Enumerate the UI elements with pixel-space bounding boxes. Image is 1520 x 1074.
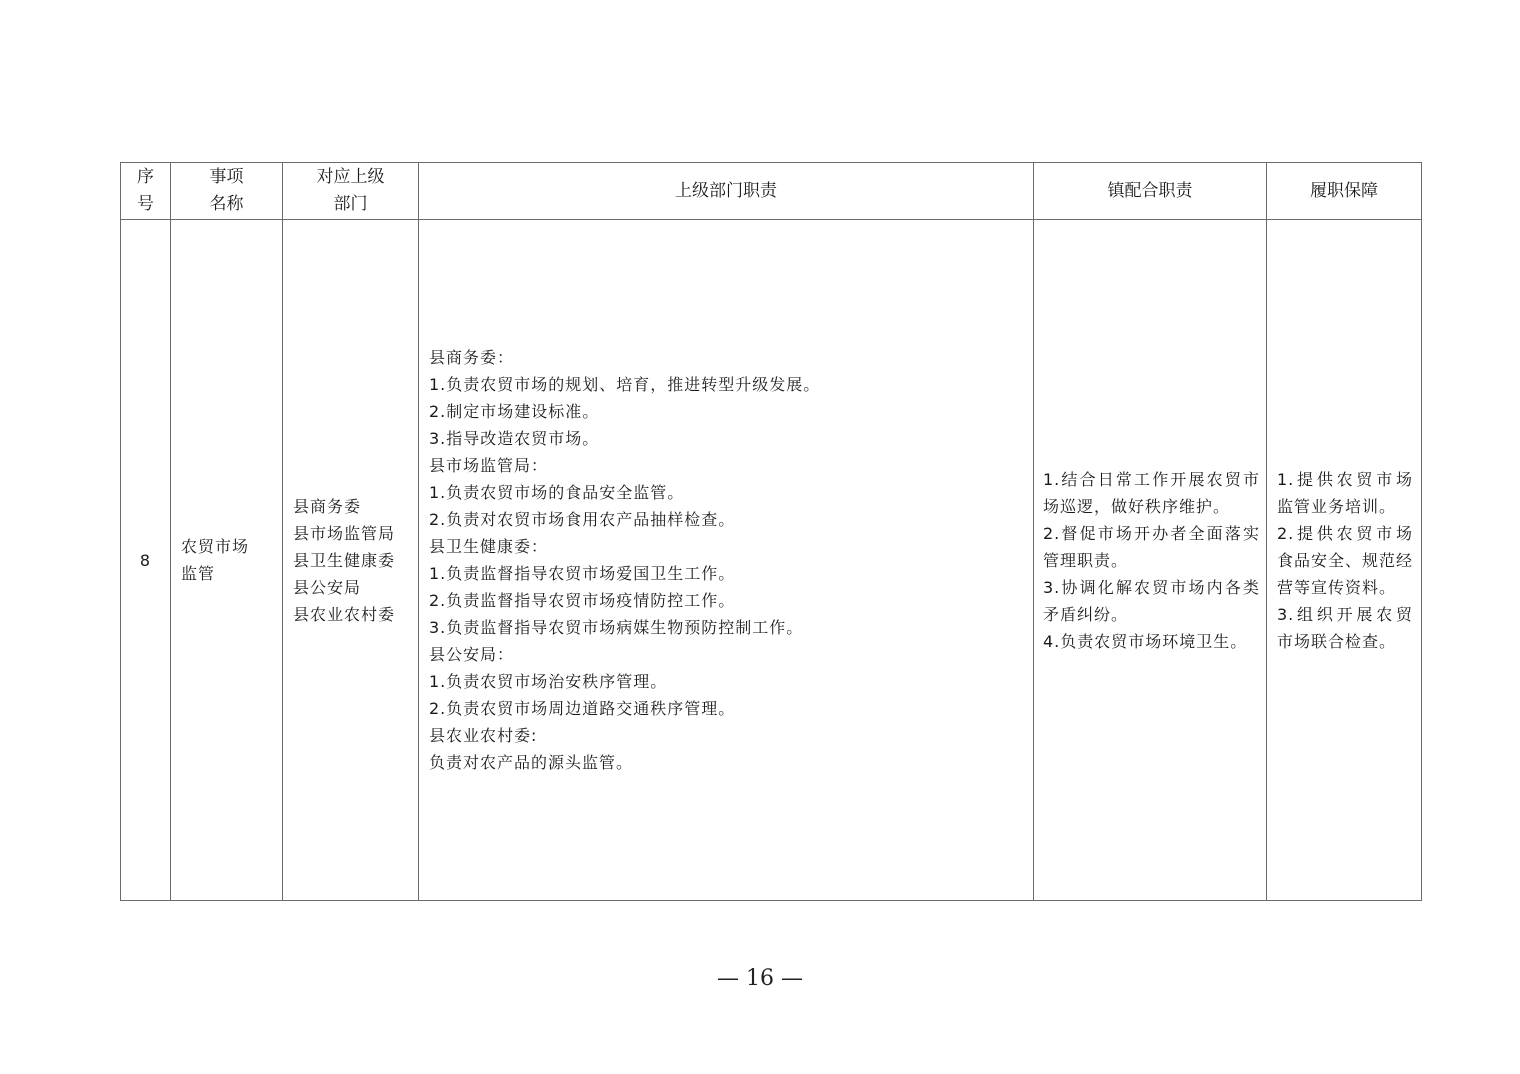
table-row bbox=[121, 220, 1422, 901]
header-seq: 序 号 bbox=[121, 163, 171, 220]
header-dept: 对应上级 部门 bbox=[283, 163, 419, 220]
header-row bbox=[121, 163, 1422, 220]
header-upper-duties: 上级部门职责 bbox=[419, 163, 1034, 220]
header-name: 事项 名称 bbox=[171, 163, 283, 220]
cell-town-duties: 1.结合日常工作开展农贸市场巡逻，做好秩序维护。 2.督促市场开办者全面落实管理职责。 3.协调化解农贸市场内各类矛盾纠纷。 4.负责农贸市场环境卫生。 bbox=[1034, 220, 1267, 901]
header-guarantee: 履职保障 bbox=[1267, 163, 1422, 220]
cell-seq: 8 bbox=[121, 220, 171, 901]
cell-guarantee: 1.提供农贸市场监管业务培训。 2.提供农贸市场食品安全、规范经营等宣传资料。 3.组织开展农贸市场联合检查。 bbox=[1267, 220, 1422, 901]
duty-table bbox=[120, 162, 1422, 901]
cell-dept: 县商务委 县市场监管局 县卫生健康委 县公安局 县农业农村委 bbox=[283, 220, 419, 901]
header-town-duties: 镇配合职责 bbox=[1034, 163, 1267, 220]
page-number: — 16 — bbox=[717, 966, 803, 991]
cell-name: 农贸市场 监管 bbox=[171, 220, 283, 901]
cell-upper-duties: 县商务委： 1.负责农贸市场的规划、培育，推进转型升级发展。 2.制定市场建设标准。 3.指导改造农贸市场。 县市场监管局： 1.负责农贸市场的食品安全监管。 2.负责对农贸市场食用农产品抽样检查。 县卫生健康委： 1.负责监督指导农贸市场爱国卫生工作。 2.负责监督指导农贸市场疫情防控工作。 3.负责监督指导农贸市场病媒生物预防控制工作。 县公安局： 1.负责农贸市场治安秩序管理。 2.负责农贸市场周边道路交通秩序管理。 县农业农村委: 负责对农产品的源头监管。 bbox=[419, 220, 1034, 901]
